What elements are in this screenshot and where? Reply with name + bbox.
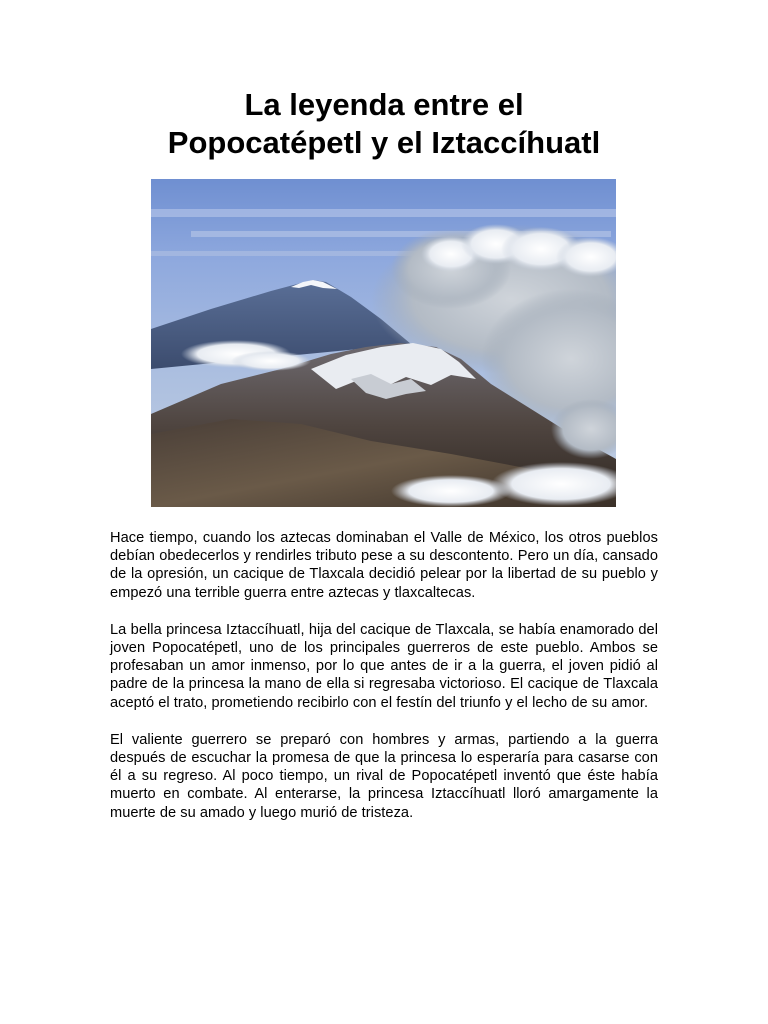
volcano-photo bbox=[151, 179, 616, 507]
paragraph-1: Hace tiempo, cuando los aztecas dominaban el Valle de México, los otros pueblos debían obedecerlos y rendirles tributo pese a su descontento. Pero un día, cansado de la opresión, un cacique de Tlaxcala decidió pelear por la libertad de su pueblo y empezó una terrible guerra entre aztecas y tlaxcaltecas. bbox=[110, 530, 658, 601]
paragraph-3: El valiente guerrero se preparó con hombres y armas, partiendo a la guerra después de escuchar la promesa de que la princesa lo esperaría para casarse con él a su regreso. Al poco tiempo, un rival de Popocatépetl inventó que éste había muerto en combate. Al enterarse, la princesa Iztaccíhuatl lloró amargamente la muerte de su amado y luego murió de tristeza. bbox=[110, 731, 658, 821]
article-body bbox=[110, 529, 658, 841]
title-line-1: La leyenda entre el bbox=[244, 87, 524, 122]
page-title bbox=[90, 86, 678, 162]
paragraph-2: La bella princesa Iztaccíhuatl, hija del cacique de Tlaxcala, se había enamorado del joven Popocatépetl, uno de los principales guerreros de este pueblo. Ambos se profesaban un amor inmenso, por lo que antes de ir a la guerra, el joven pidió al padre de la princesa la mano de ella si regresaba victorioso. El cacique de Tlaxcala aceptó el trato, prometiendo recibirlo con el festín del triunfo y el lecho de su amor. bbox=[110, 621, 658, 711]
title-line-2: Popocatépetl y el Iztaccíhuatl bbox=[167, 125, 601, 160]
